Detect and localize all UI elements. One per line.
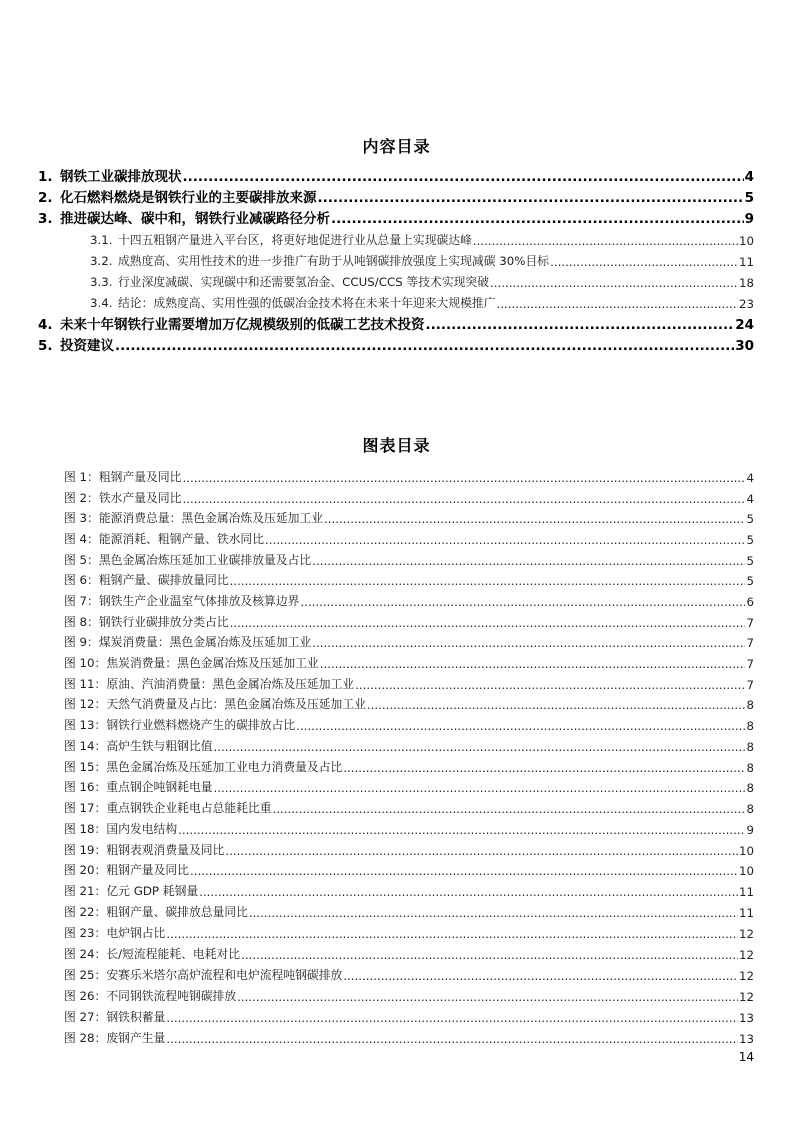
figure-entry-page: 4 (746, 492, 754, 506)
figure-entry[interactable] (64, 817, 754, 837)
leader-dots (241, 948, 738, 962)
figure-entry-text: 重点钢铁企业耗电占总能耗比重 (106, 801, 272, 815)
figure-entry-text: 高炉生铁与粗钢比值 (106, 739, 213, 753)
leader-dots (312, 554, 745, 568)
figure-entry-number: 图 24： (64, 947, 107, 961)
figure-entry[interactable] (64, 651, 754, 671)
toc-entry-number: 3.4. (90, 296, 113, 310)
leader-dots (182, 492, 745, 506)
toc-entry-page: 11 (738, 255, 754, 269)
figure-entry-page: 8 (746, 719, 754, 733)
figure-entry-page: 10 (738, 864, 754, 878)
figure-entry-page: 13 (738, 1032, 754, 1046)
leader-dots (296, 719, 745, 733)
figure-entry-number: 图 28： (64, 1031, 107, 1045)
leader-dots (324, 512, 745, 526)
toc-entry[interactable] (38, 313, 754, 333)
figure-entry-text: 黑色金属冶炼压延加工业碳排放量及占比 (98, 553, 312, 567)
figure-entry-text: 粗钢产量及同比 (106, 863, 189, 877)
leader-dots (497, 297, 738, 311)
figure-entry-text: 钢铁行业燃料燃烧产生的碳排放占比 (106, 718, 296, 732)
toc-entry-page: 10 (738, 234, 754, 248)
figure-entry[interactable] (64, 775, 754, 795)
leader-dots (182, 471, 745, 485)
figure-entry-text: 不同钢铁流程吨钢碳排放 (106, 989, 237, 1003)
toc-entry-page: 24 (735, 317, 754, 333)
leader-dots (230, 574, 746, 588)
figure-entry-text: 焦炭消费量：黑色金属冶炼及压延加工业 (106, 656, 319, 670)
figure-entry-text: 安赛乐米塔尔高炉流程和电炉流程吨钢碳排放 (106, 968, 343, 982)
figure-entry-page: 5 (746, 554, 754, 568)
figure-entry-text: 长/短流程能耗、电耗对比 (106, 947, 241, 961)
figure-entry-number: 图 5： (64, 553, 99, 567)
leader-dots (214, 781, 746, 795)
leader-dots (214, 740, 746, 754)
leader-dots (237, 990, 738, 1004)
figure-entry[interactable] (64, 963, 754, 983)
figure-entry-page: 9 (746, 823, 754, 837)
figure-entry-page: 8 (746, 740, 754, 754)
leader-dots (166, 927, 738, 941)
figure-entry-number: 图 22： (64, 905, 107, 919)
figure-entry-number: 图 19： (64, 843, 107, 857)
leader-dots (473, 234, 738, 248)
figure-entry-text: 钢铁积蓄量 (106, 1010, 166, 1024)
figure-entry[interactable] (64, 984, 754, 1004)
figure-entry-page: 11 (738, 885, 754, 899)
figure-entry-text: 粗钢表观消费量及同比 (106, 843, 225, 857)
figure-entry-number: 图 25： (64, 968, 107, 982)
leader-dots (300, 595, 745, 609)
leader-dots (199, 885, 738, 899)
figure-entry[interactable] (64, 1005, 754, 1025)
figure-entry-number: 图 9： (64, 635, 99, 649)
figure-entry-text: 粗钢产量、碳排放总量同比 (106, 905, 248, 919)
figure-entry[interactable] (64, 796, 754, 816)
leader-dots (115, 338, 734, 354)
figure-entry-text: 原油、汽油消费量：黑色金属冶炼及压延加工业 (106, 677, 355, 691)
toc-entry-text: 成熟度高、实用性技术的进一步推广有助于从吨钢碳排放强度上实现减碳 30%目标 (118, 254, 550, 268)
leader-dots (343, 969, 738, 983)
figure-entry[interactable] (64, 610, 754, 630)
leader-dots (166, 1011, 738, 1025)
figure-entry-number: 图 14： (64, 739, 107, 753)
figure-entry-text: 煤炭消费量：黑色金属冶炼及压延加工业 (98, 635, 312, 649)
figure-entry-page: 12 (738, 948, 754, 962)
figure-entry[interactable] (64, 527, 754, 547)
toc-entry-page: 30 (735, 338, 754, 354)
figure-entry-number: 图 4： (64, 532, 99, 546)
figure-entry-number: 图 17： (64, 801, 107, 815)
leader-dots (225, 844, 738, 858)
toc-entry-text: 未来十年钢铁行业需要增加万亿规模级别的低碳工艺技术投资 (60, 317, 425, 333)
figure-entry-text: 钢铁生产企业温室气体排放及核算边界 (98, 594, 300, 608)
figure-entry[interactable] (64, 734, 754, 754)
leader-dots (331, 211, 744, 227)
toc-entry-page: 23 (738, 297, 754, 311)
leader-dots (230, 616, 746, 630)
toc-entry[interactable] (38, 165, 754, 185)
figure-entry-text: 粗钢产量、碳排放量同比 (98, 573, 229, 587)
toc-entry[interactable] (38, 186, 754, 206)
toc-entry-page: 9 (744, 211, 754, 227)
figure-entry-number: 图 8： (64, 615, 99, 629)
figure-entry[interactable] (64, 506, 754, 526)
toc-entry-number: 1. (38, 169, 53, 185)
leader-dots (343, 761, 745, 775)
figure-entry-number: 图 10： (64, 656, 107, 670)
figure-entry-text: 重点钢企吨钢耗电量 (106, 780, 213, 794)
figure-entry-number: 图 1： (64, 470, 99, 484)
figure-entry[interactable] (64, 692, 754, 712)
figure-entry-number: 图 2： (64, 491, 99, 505)
leader-dots (367, 698, 746, 712)
toc-entry-number: 3.3. (90, 275, 113, 289)
toc-entry-number: 4. (38, 317, 53, 333)
figure-entry[interactable] (64, 672, 754, 692)
toc-entry-page: 4 (744, 169, 754, 185)
figure-entry-number: 图 23： (64, 926, 107, 940)
figure-entry[interactable] (64, 921, 754, 941)
figure-entry[interactable] (64, 465, 754, 485)
figure-entry-page: 7 (746, 657, 754, 671)
figure-entry-page: 5 (746, 574, 754, 588)
toc-entry-text: 化石燃料燃烧是钢铁行业的主要碳排放来源 (60, 190, 317, 206)
figure-entry-number: 图 12： (64, 697, 107, 711)
figure-list-title: 图表目录 (362, 436, 431, 455)
leader-dots (178, 823, 745, 837)
figure-entry-page: 12 (738, 990, 754, 1004)
figure-entry-number: 图 3： (64, 511, 99, 525)
figure-entry-page: 7 (746, 678, 754, 692)
toc-entry-text: 钢铁工业碳排放现状 (60, 169, 182, 185)
figure-entry-page: 7 (746, 616, 754, 630)
figure-entry[interactable] (64, 879, 754, 899)
figure-entry[interactable] (64, 858, 754, 878)
figure-entry-page: 12 (738, 969, 754, 983)
figure-entry[interactable] (64, 486, 754, 506)
leader-dots (550, 255, 738, 269)
toc-entry-text: 结论：成熟度高、实用性强的低碳冶金技术将在未来十年迎来大规模推广 (118, 296, 496, 310)
figure-entry-page: 13 (738, 1011, 754, 1025)
figure-entry-number: 图 20： (64, 863, 107, 877)
figure-entry-page: 12 (738, 927, 754, 941)
figure-entry[interactable] (64, 630, 754, 650)
figure-entry-number: 图 15： (64, 760, 107, 774)
figure-entry-number: 图 6： (64, 573, 99, 587)
leader-dots (166, 1032, 738, 1046)
leader-dots (355, 678, 745, 692)
leader-dots (273, 802, 746, 816)
toc-subentry[interactable] (90, 250, 754, 269)
figure-entry[interactable] (64, 589, 754, 609)
figure-entry-number: 图 16： (64, 780, 107, 794)
figure-entry-text: 亿元 GDP 耗钢量 (106, 884, 199, 898)
toc-subentry[interactable] (90, 292, 754, 311)
figure-entry-number: 图 11： (64, 677, 107, 691)
figure-entry-text: 钢铁行业碳排放分类占比 (98, 615, 229, 629)
figure-entry-page: 5 (746, 533, 754, 547)
figure-entry-number: 图 7： (64, 594, 99, 608)
toc-subentry[interactable] (90, 229, 754, 248)
figure-entry-page: 8 (746, 802, 754, 816)
leader-dots (249, 906, 738, 920)
figure-entry-text: 粗钢产量及同比 (98, 470, 182, 484)
toc-entry-text: 行业深度减碳、实现碳中和还需要氢冶金、CCUS/CCS 等技术实现突破 (118, 275, 490, 289)
leader-dots (426, 317, 735, 333)
figure-entry[interactable] (64, 713, 754, 733)
figure-entry-text: 电炉钢占比 (106, 926, 166, 940)
figure-entry-page: 6 (746, 595, 754, 609)
figure-entry[interactable] (64, 548, 754, 568)
leader-dots (265, 533, 745, 547)
toc-entry-text: 推进碳达峰、碳中和，钢铁行业减碳路径分析 (60, 211, 330, 227)
figure-entry-page: 11 (738, 906, 754, 920)
figure-entry[interactable] (64, 838, 754, 858)
figure-entry-text: 黑色金属冶炼及压延加工业电力消费量及占比 (106, 760, 343, 774)
toc-title: 内容目录 (362, 137, 431, 156)
leader-dots (183, 169, 744, 185)
toc-entry-text: 投资建议 (60, 338, 114, 354)
figure-entry[interactable] (64, 942, 754, 962)
figure-entry-page: 10 (738, 844, 754, 858)
figure-entry-page: 4 (746, 471, 754, 485)
figure-entry-number: 图 27： (64, 1010, 107, 1024)
figure-entry-page: 8 (746, 781, 754, 795)
figure-entry-number: 图 13： (64, 718, 107, 732)
toc-subentry[interactable] (90, 271, 754, 290)
figure-entry-number: 图 26： (64, 989, 107, 1003)
figure-entry-page: 5 (746, 512, 754, 526)
figure-entry-text: 能源消耗、粗钢产量、铁水同比 (98, 532, 265, 546)
figure-entry-page: 8 (746, 698, 754, 712)
toc-entry-text: 十四五粗钢产量进入平台区，将更好地促进行业从总量上实现碳达峰 (118, 233, 472, 247)
toc-entry[interactable] (38, 334, 754, 354)
page-number: 14 (738, 1050, 754, 1064)
toc-entry-number: 3.2. (90, 254, 113, 268)
leader-dots (312, 636, 745, 650)
figure-entry-text: 铁水产量及同比 (98, 491, 182, 505)
figure-entry[interactable] (64, 568, 754, 588)
figure-entry-number: 图 18： (64, 822, 107, 836)
leader-dots (318, 190, 744, 206)
toc-entry-number: 2. (38, 190, 53, 206)
figure-entry-page: 8 (746, 761, 754, 775)
toc-entry[interactable] (38, 207, 754, 227)
toc-entry-number: 3. (38, 211, 53, 227)
figure-entry-page: 7 (746, 636, 754, 650)
toc-entry-number: 3.1. (90, 233, 113, 247)
figure-entry-text: 国内发电结构 (106, 822, 178, 836)
leader-dots (320, 657, 746, 671)
figure-entry[interactable] (64, 900, 754, 920)
figure-entry-text: 天然气消费量及占比：黑色金属冶炼及压延加工业 (106, 697, 366, 711)
toc-entry-page: 18 (738, 276, 754, 290)
figure-entry[interactable] (64, 1026, 754, 1046)
toc-entry-number: 5. (38, 338, 53, 354)
figure-entry-number: 图 21： (64, 884, 107, 898)
figure-entry-text: 废钢产生量 (106, 1031, 166, 1045)
toc-entry-page: 5 (744, 190, 754, 206)
leader-dots (490, 276, 738, 290)
leader-dots (190, 864, 738, 878)
figure-entry[interactable] (64, 755, 754, 775)
figure-entry-text: 能源消费总量：黑色金属冶炼及压延加工业 (98, 511, 324, 525)
